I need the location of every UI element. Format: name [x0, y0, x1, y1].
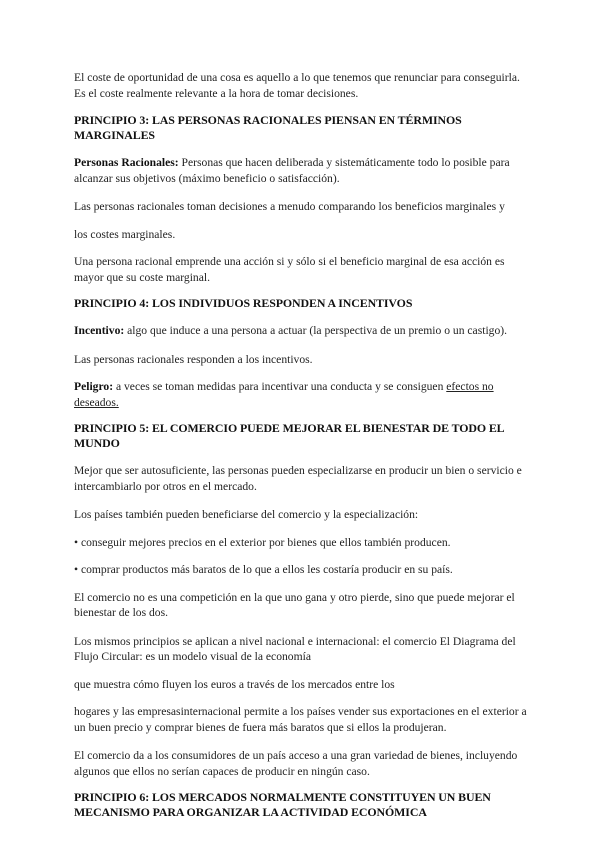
paragraph-incentivo [74, 323, 534, 339]
paragraph-personas-racionales [74, 155, 534, 186]
paragraph-costes-marginales: los costes marginales. [74, 227, 176, 241]
term-incentivo: Incentivo: [74, 324, 125, 337]
heading-principio-4: PRINCIPIO 4: LOS INDIVIDUOS RESPONDEN A INCENTIVOS [74, 296, 413, 310]
list-item-mejores-precios: • conseguir mejores precios en el exterior por bienes que ellos también producen. [74, 535, 451, 549]
paragraph-comparando: Las personas racionales toman decisiones a menudo comparando los beneficios marginales y [74, 200, 505, 213]
paragraph-paises: Los países también pueden beneficiarse del comercio y la especialización: [74, 508, 419, 521]
paragraph-peligro [74, 379, 534, 410]
heading-principio-5: PRINCIPIO 5: EL COMERCIO PUEDE MEJORAR EL BIENESTAR DE TODO EL MUNDO [74, 421, 504, 450]
term-peligro: Peligro: [74, 380, 114, 393]
definition-peligro: a veces se toman medidas para incentivar una conducta y se consiguen [113, 380, 447, 393]
paragraph-coste-oportunidad: El coste de oportunidad de una cosa es aquello a lo que tenemos que renunciar para conseguirla. Es el coste realmente relevante a la hora de tomar decisiones. [74, 71, 520, 100]
paragraph-principios: Los mismos principios se aplican a nivel nacional e internacional: el comercio El Diagrama del Flujo Circular: es un modelo visual de la economía [74, 634, 516, 663]
heading-principio-3: PRINCIPIO 3: LAS PERSONAS RACIONALES PIENSAN EN TÉRMINOS MARGINALES [74, 113, 462, 142]
paragraph-consumidores: El comercio da a los consumidores de un país acceso a una gran variedad de bienes, incluyendo algunos que ellos no serían capaces de producir en ningún caso. [74, 749, 518, 778]
definition-personas-racionales: Personas que hacen deliberada y sistemáticamente todo lo posible para alcanzar sus objetivos (máximo beneficio o satisfacción). [74, 156, 510, 185]
term-personas-racionales: Personas Racionales: [74, 156, 179, 169]
document-page [74, 70, 534, 832]
link-efectos-no-deseados[interactable]: efectos no deseados. [74, 380, 494, 409]
heading-principio-6: PRINCIPIO 6: LOS MERCADOS NORMALMENTE CONSTITUYEN UN BUEN MECANISMO PARA ORGANIZAR LA ACTIVIDAD ECONÓMICA [74, 790, 491, 819]
paragraph-fluyen: que muestra cómo fluyen los euros a través de los mercados entre los [74, 677, 395, 691]
paragraph-autosuficiente: Mejor que ser autosuficiente, las personas pueden especializarse en producir un bien o servicio e intercambiarlo por otros en el mercado. [74, 464, 522, 493]
paragraph-hogares: hogares y las empresasinternacional permite a los países vender sus exportaciones en el exterior a un buen precio y comprar bienes de fuera más baratos que si ellos la produjeran. [74, 705, 527, 734]
paragraph-responden: Las personas racionales responden a los incentivos. [74, 352, 313, 366]
paragraph-competicion: El comercio no es una competición en la que uno gana y otro pierde, sino que puede mejorar el bienestar de los dos. [74, 590, 515, 619]
list-item-productos-baratos: • comprar productos más baratos de lo que a ellos les costaría producir en su país. [74, 563, 453, 576]
definition-incentivo: algo que induce a una persona a actuar (la perspectiva de un premio o un castigo). [124, 324, 508, 337]
paragraph-accion-racional: Una persona racional emprende una acción si y sólo si el beneficio marginal de esa acción es mayor que su coste marginal. [74, 255, 505, 284]
